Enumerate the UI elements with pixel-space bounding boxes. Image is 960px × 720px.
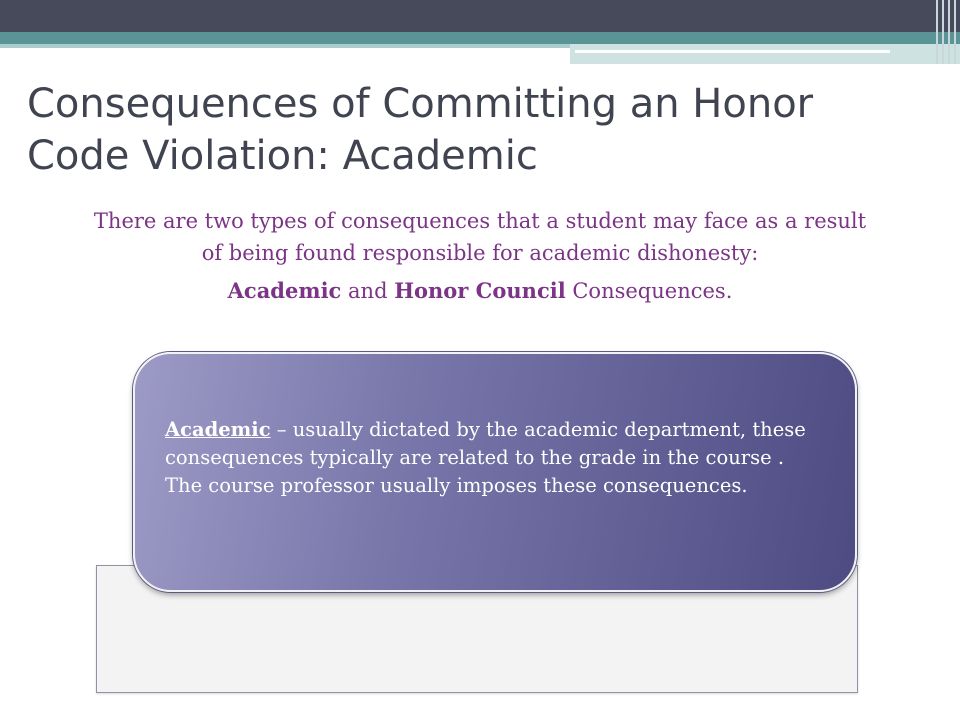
academic-card xyxy=(133,352,857,592)
light-band-right xyxy=(570,44,960,64)
intro-line-2: of being found responsible for academic dishonesty: xyxy=(201,241,759,265)
white-stripe xyxy=(575,50,890,53)
slide-title xyxy=(27,78,927,182)
decorative-bars xyxy=(932,0,960,64)
intro-end: Consequences. xyxy=(565,279,733,303)
intro-line-3 xyxy=(40,275,920,307)
title-line-2: Code Violation: Academic xyxy=(27,133,538,179)
card-description: – usually dictated by the academic department, these consequences typically are related to the grade in the course . The course professor usually imposes these consequences. xyxy=(165,418,806,497)
card-term: Academic xyxy=(165,418,271,441)
light-band xyxy=(0,44,570,48)
intro-and: and xyxy=(341,279,395,303)
intro-honor-council: Honor Council xyxy=(394,278,566,303)
intro-academic: Academic xyxy=(227,278,342,303)
title-line-1: Consequences of Committing an Honor xyxy=(27,81,814,127)
top-band xyxy=(0,0,960,32)
teal-band xyxy=(0,32,960,44)
intro-line-1: There are two types of consequences that a student may face as a result xyxy=(93,209,867,233)
intro-text xyxy=(40,205,920,307)
card-text xyxy=(165,416,825,500)
